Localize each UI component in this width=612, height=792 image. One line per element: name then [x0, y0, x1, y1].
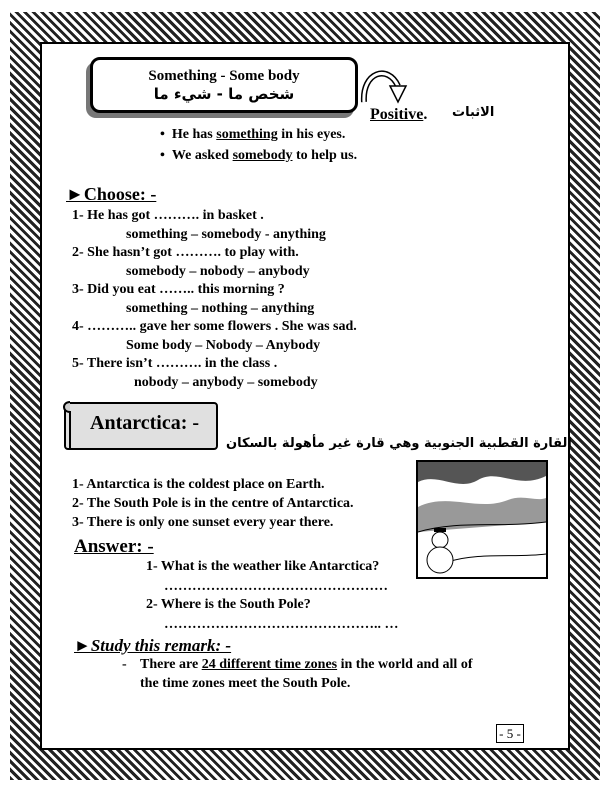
choose-opts5: nobody – anybody – somebody: [134, 375, 318, 390]
remark-line1: There are 24 different time zones in the world and all of: [140, 657, 473, 672]
antarctica-arabic: القارة القطبية الجنوبية وهي قارة غير مأهولة بالسكان: [226, 436, 572, 451]
choose-opts3: something – nothing – anything: [126, 301, 315, 316]
answer-dots2[interactable]: ……………………………………….. …: [164, 617, 399, 632]
title-arabic: شخص ما - شيء ما: [153, 85, 295, 103]
positive-label: Positive.: [370, 106, 428, 123]
answer-q1: 1- What is the weather like Antarctica?: [146, 559, 380, 574]
answer-q2: 2- Where is the South Pole?: [146, 597, 311, 612]
answer-heading: Answer: -: [74, 536, 154, 557]
remark-dash: -: [122, 657, 127, 672]
choose-opts4: Some body – Nobody – Anybody: [126, 338, 321, 353]
curved-arrow-icon: [358, 62, 410, 110]
choose-q4: 4- ……….. gave her some flowers . She was sad.: [72, 319, 357, 334]
scroll-curl-icon: [60, 400, 80, 452]
antarctica-picture: [416, 460, 548, 579]
snowman-landscape-image: [418, 462, 546, 577]
page-number: - 5 -: [496, 724, 524, 743]
remark-line2: the time zones meet the South Pole.: [140, 676, 351, 691]
fact-1: 1- Antarctica is the coldest place on Earth.: [72, 477, 325, 492]
choose-opts2: somebody – nobody – anybody: [126, 264, 310, 279]
answer-dots1[interactable]: …………………………………………: [164, 579, 388, 594]
positive-arabic: الاثبات: [452, 105, 495, 120]
choose-opts1: something – somebody - anything: [126, 227, 326, 242]
example-2: • We asked somebody to help us.: [160, 148, 358, 163]
example-1: • He has something in his eyes.: [160, 127, 346, 142]
fact-2: 2- The South Pole is in the centre of Antarctica.: [72, 496, 354, 511]
choose-heading: ►Choose: -: [66, 184, 157, 204]
remark-heading: ►Study this remark: -: [74, 636, 232, 655]
antarctica-title: Antarctica: -: [90, 412, 200, 434]
choose-q1: 1- He has got ………. in basket .: [72, 208, 264, 223]
choose-q3: 3- Did you eat …….. this morning ?: [72, 282, 285, 297]
choose-q5: 5- There isn’t ………. in the class .: [72, 356, 278, 371]
antarctica-scroll: [64, 402, 218, 450]
title-box: [90, 57, 358, 113]
fact-3: 3- There is only one sunset every year there.: [72, 515, 334, 530]
title-english: Something - Some body: [148, 68, 300, 84]
choose-q2: 2- She hasn’t got ………. to play with.: [72, 245, 299, 260]
